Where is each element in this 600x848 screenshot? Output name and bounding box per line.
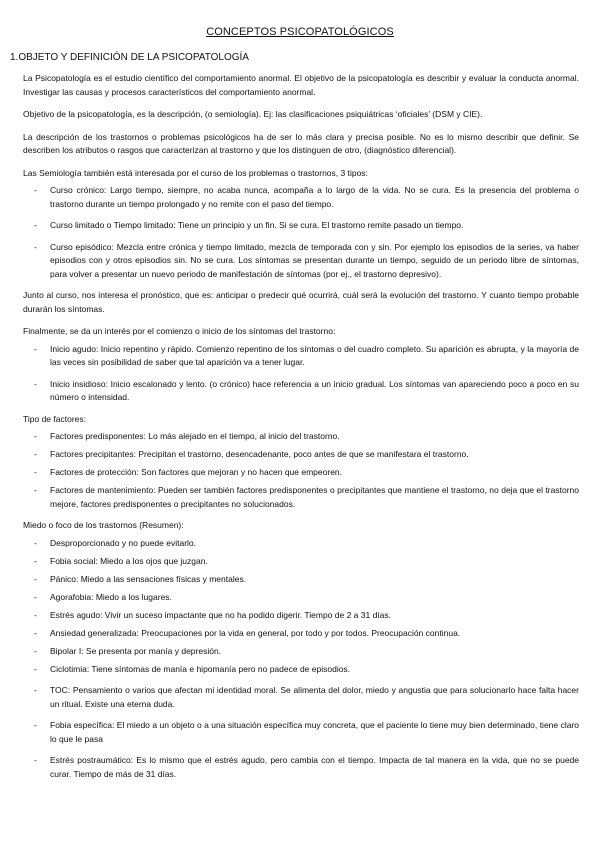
list-item: - Ciclotimia: Tiene síntomas de manía e hipomanía pero no padece de episodios. <box>23 663 579 677</box>
list-item: - Factores precipitantes: Precipitan el trastorno, desencadenante, poco antes de que se manifestara el trastorno. <box>23 448 579 462</box>
list-item: - Curso limitado o Tiempo limitado: Tiene un principio y un fin. Si se cura. El trastorno remite pasado un tiempo. <box>23 219 579 233</box>
list-item: - Fobia social: Miedo a los ojos que juzgan. <box>23 555 579 569</box>
list-item: - Estrés postraumático: Es lo mismo que el estrés agudo, pero cambia con el tiempo. Impacta de tal manera en la vida, que no se puede curar. Tiempo de más de 31 días. <box>23 754 579 781</box>
list-item: - Factores de protección: Son factores que mejoran y no hacen que empeoren. <box>23 466 579 480</box>
list-item: - Inicio insidioso: Inicio escalonado y lento. (o crónico) hace referencia a un inicio gradual. Los síntomas van apareciendo poco a poco en su número o intensidad. <box>23 378 579 405</box>
list-item: - TOC: Pensamiento o varios que afectan mi identidad moral. Se alimenta del dolor, miedo y angustia que para solucionarlo hace falta hacer un ritual. Existe una eterna duda. <box>23 684 579 711</box>
list-item: - Inicio agudo: Inicio repentino y rápido. Comienzo repentino de los síntomas o del cuadro completo. Su aparición es abrupta, y la mayoría de las veces sin posibilidad de saber que tal aparición va a tener lugar. <box>23 343 579 370</box>
document-title: CONCEPTOS PSICOPATOLÓGICOS <box>206 26 394 38</box>
list-item: - Curso episódico: Mezcla entre crónica y tiempo limitado, mezcla de temporada con y sin. Por ejemplo los episodios de la series, va haber episodios con y otros episodios sin. No se cura. Los síntomas se presentan durante un tiempo, seguido de un periodo libre de síntomas, para volver a presentar un nuevo periodo de manifestación de síntomas (por ej., el trastorno depresivo). <box>23 241 579 282</box>
disorders-list <box>23 537 579 782</box>
list-item: - Desproporcionado y no puede evitarlo. <box>23 537 579 551</box>
list-item: - Bipolar I: Se presenta por manía y depresión. <box>23 645 579 659</box>
paragraph-definition: La Psicopatología es el estudio científico del comportamiento anormal. El objetivo de la psicopatología es describir y evaluar la conducta anormal. Investigar las causas y procesos característicos del comportamiento anormal. <box>23 73 579 97</box>
paragraph-onset-intro: Finalmente, se da un interés por el comienzo o inicio de los síntomas del trastorno: <box>23 326 336 336</box>
list-item: - Factores predisponentes: Lo más alejado en el tiempo, al inicio del trastorno. <box>23 430 579 444</box>
paragraph-factors-intro: Tipo de factores: <box>23 413 86 424</box>
list-item: - Fobia específica: El miedo a un objeto o a una situación específica muy concreta, que el paciente lo tiene muy bien determinado, tiene claro lo que le pasa <box>23 719 579 746</box>
onset-types-list <box>23 343 579 405</box>
factors-list <box>23 430 579 511</box>
list-item: - Ansiedad generalizada: Preocupaciones por la vida en general, por todo y por todos. Preocupación continua. <box>23 627 579 641</box>
paragraph-description: La descripción de los trastornos o problemas psicológicos ha de ser lo más clara y precisa posible. No es lo mismo describir que definir. Se describen los atributos o rasgos que caracterizan al trastorno y que los distinguen de otro, (diagnóstico diferencial). <box>23 131 579 155</box>
list-item: - Curso crónico: Largo tiempo, siempre, no acaba nunca, acompaña a lo largo de la vida. No se cura. Es la presencia del problema o trastorno durante un tiempo prolongado y no remite con el paso del tiempo. <box>23 184 579 211</box>
list-item: - Agorafobia: Miedo a los lugares. <box>23 591 579 605</box>
list-item: - Estrés agudo: Vivir un suceso impactante que no ha podido digerir. Tiempo de 2 a 31 días. <box>23 609 579 623</box>
paragraph-course-intro: Las Semiología también está interesada por el curso de los problemas o trastornos, 3 tipos: <box>23 167 368 178</box>
document-body <box>23 72 579 789</box>
list-item: - Pánico: Miedo a las sensaciones físicas y mentales. <box>23 573 579 587</box>
paragraph-disorders-intro: Miedo o foco de los trastornos (Resumen): <box>23 520 184 530</box>
list-item: - Factores de mantenimiento: Pueden ser también factores predisponentes o precipitantes que mantiene el trastorno, no deja que el trastorno mejore, factores predisponentes o precipitantes no solucionados. <box>23 484 579 511</box>
paragraph-objective: Objetivo de la psicopatología, es la descripción, (o semiología). Ej: las clasificaciones psiquiátricas ‘oficiales’ (DSM y CIE). <box>23 109 483 119</box>
section-heading: 1.OBJETO Y DEFINICIÓN DE LA PSICOPATOLOGÍA <box>10 52 249 63</box>
paragraph-prognosis: Junto al curso, nos interesa el pronóstico, que es: anticipar o predecir qué ocurrirá, cuál será la evolución del trastorno. Y cuanto tiempo probable durarán los síntomas. <box>23 290 579 314</box>
course-types-list <box>23 184 579 281</box>
